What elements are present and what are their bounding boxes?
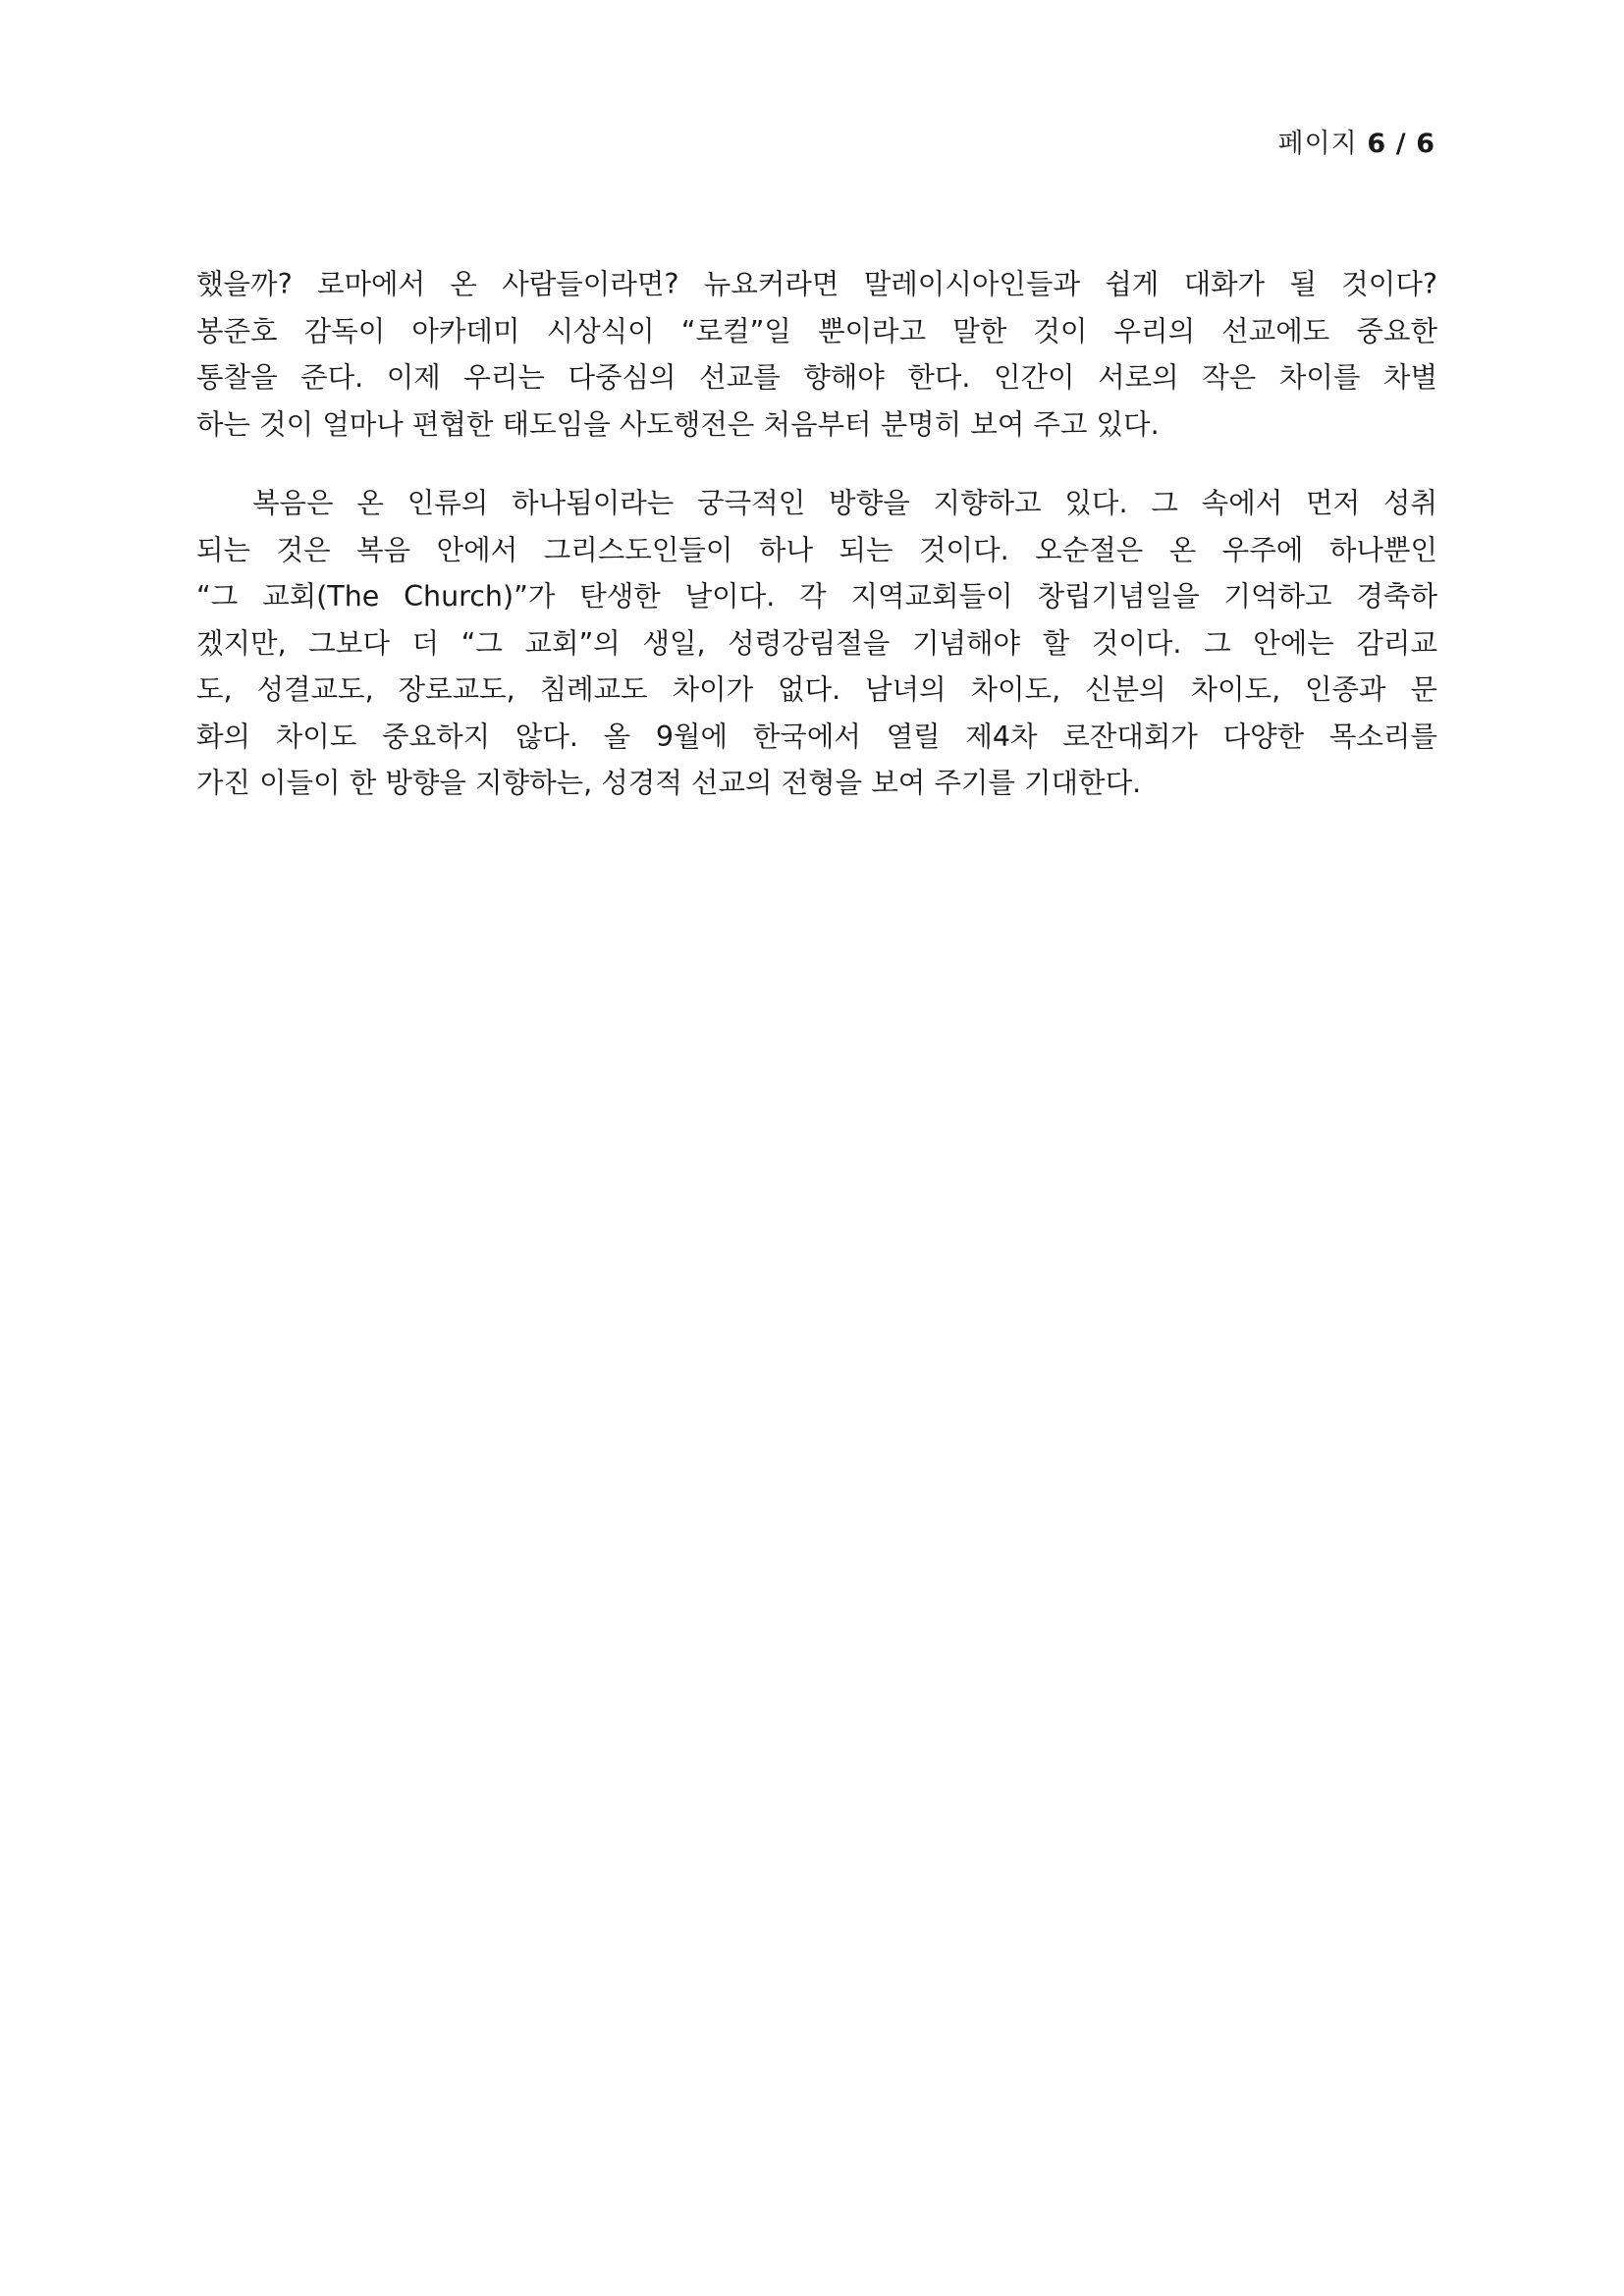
page-label: 페이지 xyxy=(1277,129,1358,159)
paragraph-line: 도, 성결교도, 장로교도, 침례교도 차이가 없다. 남녀의 차이도, 신분의 차이도, 인종과 문 xyxy=(196,673,1437,706)
document-body xyxy=(196,261,1437,807)
paragraph-line: “그 교회(The Church)”가 탄생한 날이다. 각 지역교회들이 창립기념일을 기억하고 경축하 xyxy=(196,580,1437,613)
paragraph-line: 가진 이들이 한 방향을 지향하는, 성경적 선교의 전형을 보여 주기를 기대한다. xyxy=(196,767,1142,799)
paragraph-line: 겠지만, 그보다 더 “그 교회”의 생일, 성령강림절을 기념해야 할 것이다. 그 안에는 감리교 xyxy=(196,626,1437,660)
paragraph-line: 봉준호 감독이 아카데미 시상식이 “로컬”일 뿐이라고 말한 것이 우리의 선교에도 중요한 xyxy=(196,314,1437,347)
page-separator: / xyxy=(1395,129,1407,159)
paragraph-line: 화의 차이도 중요하지 않다. 올 9월에 한국에서 열릴 제4차 로잔대회가 다양한 목소리를 xyxy=(196,720,1437,753)
paragraph-line: 했을까? 로마에서 온 사람들이라면? 뉴요커라면 말레이시아인들과 쉽게 대화가 될 것이다? xyxy=(196,268,1437,300)
paragraph-line: 복음은 온 인류의 하나됨이라는 궁극적인 방향을 지향하고 있다. 그 속에서 먼저 성취 xyxy=(252,487,1437,519)
paragraph-line: 통찰을 준다. 이제 우리는 다중심의 선교를 향해야 한다. 인간이 서로의 작은 차이를 차별 xyxy=(196,361,1437,394)
total-page-number: 6 xyxy=(1416,129,1435,159)
current-page-number: 6 xyxy=(1367,129,1387,159)
paragraph-line: 하는 것이 얼마나 편협한 태도임을 사도행전은 처음부터 분명히 보여 주고 있다. xyxy=(196,407,1160,441)
paragraph-line: 되는 것은 복음 안에서 그리스도인들이 하나 되는 것이다. 오순절은 온 우주에 하나뿐인 xyxy=(196,533,1437,566)
paragraph-1 xyxy=(196,261,1437,448)
page-number-header xyxy=(1278,122,1436,160)
paragraph-2 xyxy=(196,480,1437,807)
